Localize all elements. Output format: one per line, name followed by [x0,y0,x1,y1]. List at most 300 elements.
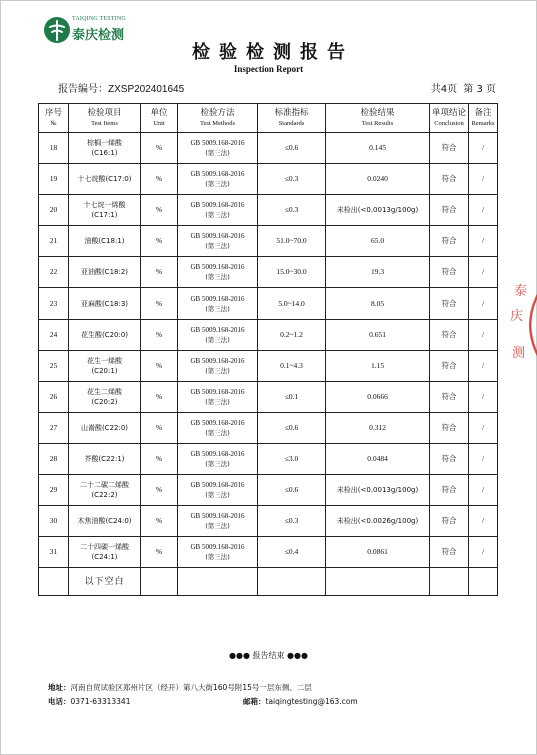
blank-cell [258,568,326,596]
cell-remark [469,506,498,537]
cell-item [69,443,141,474]
cell-conclusion [430,257,469,288]
standard-value: 51.0~70.0 [276,236,307,246]
report-number-value: ZXSP202401645 [108,84,185,95]
cell-item [69,288,141,319]
method-standard: GB 5009.168-2016 [190,139,245,148]
cell-result [326,195,430,226]
blank-cell [178,568,258,596]
column-header [430,104,469,133]
remark-value: / [481,422,485,432]
table-row [39,319,498,350]
footer-address [48,682,312,693]
method-clause: (第三法) [205,366,230,375]
conclusion-value: 符合 [441,422,457,432]
cell-method [178,133,258,164]
cell-remark [469,319,498,350]
table-header-row [39,104,498,133]
cell-method [178,506,258,537]
cell-remark [469,537,498,568]
unit-value: % [155,236,163,246]
result-value: 19.3 [370,267,385,277]
cell-unit [141,319,178,350]
row-number: 25 [49,360,58,370]
method-standard: GB 5009.168-2016 [190,201,245,210]
total-pages: 共4页 [430,84,458,95]
table-row [39,443,498,474]
row-number: 22 [49,267,58,277]
row-number: 21 [49,236,58,246]
table-row [39,133,498,164]
blank-cell [69,568,141,596]
result-value: 0.145 [369,143,386,153]
logo-chinese-name: 泰庆检测 [72,28,125,43]
blank-cell [39,568,69,596]
test-item-name: 山嵛酸(C22:0) [80,423,129,432]
result-value: 0.0666 [367,391,388,401]
cell-standard [258,226,326,257]
cell-unit [141,443,178,474]
result-value: 0.0861 [367,547,388,557]
test-item-name: (C20:2) [91,397,118,406]
cell-item [69,319,141,350]
cell-remark [469,226,498,257]
conclusion-value: 符合 [441,267,457,277]
cell-number [39,319,69,350]
unit-value: % [155,298,163,308]
column-header [326,104,430,133]
result-value: 未检出(<0.0026g/100g) [336,517,419,526]
table-row [39,164,498,195]
svg-text:庆: 庆 [510,309,524,324]
unit-value: % [155,453,163,463]
result-value: 1.15 [370,360,385,370]
conclusion-value: 符合 [441,391,457,401]
cell-standard [258,350,326,381]
cell-remark [469,381,498,412]
cell-item [69,164,141,195]
method-clause: (第三法) [205,335,230,344]
test-item-name: 二十四碳一烯酸 [80,543,129,552]
cell-result [326,443,430,474]
column-header-cn: 检验项目 [87,108,122,118]
cell-item [69,226,141,257]
cell-item [69,412,141,443]
remark-value: / [481,174,485,184]
remark-value: / [481,485,485,495]
cell-standard [258,475,326,506]
cell-standard [258,195,326,226]
method-clause: (第三法) [205,242,230,251]
column-header-en: Test Results [361,120,394,127]
cell-remark [469,164,498,195]
row-number: 30 [49,516,58,526]
cell-conclusion [430,475,469,506]
test-item-name: 油酸(C18:1) [84,237,125,246]
email-value: taiqingtesting@163.com [265,697,358,706]
column-header-en: Standards [278,120,305,127]
test-item-name: 花生酸(C20:0) [80,330,129,339]
row-number: 26 [49,391,58,401]
test-item-name: 亚油酸(C18:2) [80,268,129,277]
blank-note: 以下空白 [84,576,125,587]
standard-value: 0.2~1.2 [280,329,303,339]
cell-standard [258,288,326,319]
table-row [39,350,498,381]
cell-method [178,381,258,412]
cell-remark [469,443,498,474]
cell-method [178,195,258,226]
column-header-cn: 单项结论 [431,108,466,118]
cell-unit [141,350,178,381]
standard-value: ≤0.6 [284,143,299,153]
column-header [469,104,498,133]
column-header-cn: 单位 [150,108,168,118]
blank-cell [141,568,178,596]
report-subtitle: Inspection Report [233,64,304,74]
cell-standard [258,506,326,537]
cell-method [178,164,258,195]
footer-email [243,696,358,707]
cell-method [178,350,258,381]
cell-number [39,226,69,257]
cell-number [39,412,69,443]
row-number: 18 [49,143,58,153]
cell-unit [141,257,178,288]
column-header-cn: 检验结果 [360,108,395,118]
method-standard: GB 5009.168-2016 [190,387,245,396]
column-header-cn: 检验方法 [200,108,235,118]
table-body [39,133,498,596]
report-end-mark: ●●● 报告结束 ●●● [229,651,308,660]
cell-method [178,537,258,568]
cell-unit [141,412,178,443]
row-number: 20 [49,205,58,215]
blank-cell [326,568,430,596]
test-item-name: 木焦油酸(C24:0) [77,517,132,526]
standard-value: ≤0.3 [284,174,299,184]
remark-value: / [481,298,485,308]
cell-conclusion [430,412,469,443]
conclusion-value: 符合 [441,329,457,339]
cell-result [326,506,430,537]
column-header-en: Test Methods [199,120,236,127]
method-clause: (第三法) [205,211,230,220]
test-item-name: 花生二烯酸 [87,387,122,396]
cell-unit [141,195,178,226]
cell-result [326,381,430,412]
cell-standard [258,257,326,288]
row-number: 28 [49,453,58,463]
table-row [39,412,498,443]
column-header [258,104,326,133]
conclusion-value: 符合 [441,485,457,495]
cell-unit [141,133,178,164]
method-standard: GB 5009.168-2016 [190,543,245,552]
table-row [39,257,498,288]
report-number [58,80,184,95]
cell-remark [469,195,498,226]
cell-result [326,412,430,443]
test-item-name: 花生一烯酸 [87,356,122,365]
svg-text:测: 测 [512,346,526,361]
report-number-label: 报告编号： [58,84,108,95]
conclusion-value: 符合 [441,516,457,526]
conclusion-value: 符合 [441,298,457,308]
unit-value: % [155,329,163,339]
column-header [178,104,258,133]
table-row [39,288,498,319]
cell-unit [141,506,178,537]
address-label: 地址： [48,683,71,692]
test-item-name: (C17:1) [91,211,118,220]
cell-remark [469,133,498,164]
email-label: 邮箱： [243,697,266,706]
address-value: 河南自贸试验区郑州片区（经开）第八大街160号附15号一层东侧、二层 [70,683,312,692]
cell-item [69,475,141,506]
cell-conclusion [430,226,469,257]
cell-unit [141,537,178,568]
cell-unit [141,226,178,257]
cell-unit [141,288,178,319]
remark-value: / [481,360,485,370]
cell-item [69,133,141,164]
cell-number [39,475,69,506]
cell-unit [141,475,178,506]
footer-phone [48,696,130,707]
cell-number [39,506,69,537]
unit-value: % [155,485,163,495]
method-standard: GB 5009.168-2016 [190,325,245,334]
conclusion-value: 符合 [441,205,457,215]
method-standard: GB 5009.168-2016 [190,512,245,521]
cell-number [39,195,69,226]
cell-result [326,164,430,195]
conclusion-value: 符合 [441,174,457,184]
method-standard: GB 5009.168-2016 [190,481,245,490]
cell-conclusion [430,350,469,381]
current-page: 第 3 页 [463,84,496,95]
cell-standard [258,412,326,443]
result-value: 8.05 [370,298,385,308]
method-standard: GB 5009.168-2016 [190,356,245,365]
cell-standard [258,537,326,568]
remark-value: / [481,267,485,277]
column-header-en: Unit [153,120,165,127]
method-standard: GB 5009.168-2016 [190,263,245,272]
result-value: 0.0484 [367,453,388,463]
cell-method [178,257,258,288]
column-header-en: № [50,120,57,127]
cell-conclusion [430,133,469,164]
cell-conclusion [430,443,469,474]
cell-conclusion [430,537,469,568]
cell-conclusion [430,195,469,226]
standard-value: ≤0.4 [284,547,299,557]
standard-value: ≤3.0 [284,453,299,463]
cell-number [39,164,69,195]
remark-value: / [481,205,485,215]
row-number: 19 [49,174,58,184]
cell-conclusion [430,381,469,412]
column-header-cn: 序号 [44,108,62,118]
cell-result [326,537,430,568]
cell-number [39,537,69,568]
standard-value: 15.0~30.0 [276,267,307,277]
cell-result [326,475,430,506]
row-number: 23 [49,298,58,308]
unit-value: % [155,360,163,370]
row-number: 27 [49,422,58,432]
cell-method [178,226,258,257]
cell-remark [469,412,498,443]
cell-item [69,257,141,288]
unit-value: % [155,547,163,557]
result-value: 0.312 [369,422,386,432]
method-clause: (第三法) [205,273,230,282]
table-row [39,226,498,257]
conclusion-value: 符合 [441,236,457,246]
row-number: 24 [49,329,58,339]
cell-method [178,319,258,350]
unit-value: % [155,391,163,401]
cell-conclusion [430,164,469,195]
test-item-name: 芥酸(C22:1) [84,454,125,463]
test-item-name: 二十二碳二烯酸 [80,481,129,490]
cell-method [178,288,258,319]
column-header [39,104,69,133]
table-row [39,506,498,537]
standard-value: ≤0.6 [284,485,299,495]
unit-value: % [155,174,163,184]
cell-remark [469,288,498,319]
cell-item [69,506,141,537]
table-row [39,381,498,412]
conclusion-value: 符合 [441,143,457,153]
cell-item [69,381,141,412]
standard-value: ≤0.1 [284,391,299,401]
logo-english-name: TAIQING TESTING [72,16,126,22]
cell-unit [141,164,178,195]
phone-value: 0371-63313341 [70,697,131,706]
method-clause: (第三法) [205,180,230,189]
method-standard: GB 5009.168-2016 [190,418,245,427]
method-clause: (第三法) [205,522,230,531]
method-clause: (第三法) [205,491,230,500]
test-item-name: (C22:2) [91,491,118,500]
method-standard: GB 5009.168-2016 [190,232,245,241]
report-title: 检验检测报告 [192,42,354,63]
method-clause: (第三法) [205,397,230,406]
cell-item [69,537,141,568]
standard-value: 5.0~14.0 [278,298,305,308]
svg-text:泰: 泰 [514,284,528,299]
method-clause: (第三法) [205,428,230,437]
test-item-name: (C16:1) [91,149,118,158]
cell-standard [258,443,326,474]
conclusion-value: 符合 [441,547,457,557]
cell-standard [258,319,326,350]
cell-method [178,443,258,474]
column-header-cn: 备注 [474,108,492,118]
method-standard: GB 5009.168-2016 [190,294,245,303]
result-value: 65.0 [370,236,385,246]
cell-number [39,133,69,164]
cell-number [39,443,69,474]
blank-cell [430,568,469,596]
cell-conclusion [430,288,469,319]
cell-number [39,350,69,381]
cell-remark [469,475,498,506]
test-item-name: 十七烷酸(C17:0) [77,175,132,184]
method-standard: GB 5009.168-2016 [190,170,245,179]
results-table [38,103,498,596]
column-header-cn: 标准指标 [274,108,309,118]
remark-value: / [481,143,485,153]
row-number: 31 [49,547,58,557]
test-item-name: (C24:1) [91,553,118,562]
remark-value: / [481,329,485,339]
cell-method [178,475,258,506]
cell-remark [469,257,498,288]
result-value: 0.651 [369,329,386,339]
cell-number [39,257,69,288]
cell-result [326,319,430,350]
method-clause: (第三法) [205,459,230,468]
method-clause: (第三法) [205,149,230,158]
remark-value: / [481,236,485,246]
cell-number [39,288,69,319]
cell-result [326,133,430,164]
cell-method [178,412,258,443]
result-value: 未检出(<0.0013g/100g) [336,206,419,215]
cell-item [69,195,141,226]
method-clause: (第三法) [205,304,230,313]
standard-value: 0.1~4.3 [280,360,303,370]
cell-conclusion [430,319,469,350]
table-row [39,475,498,506]
cell-number [39,381,69,412]
column-header-en: Remarks [471,120,495,127]
cell-item [69,350,141,381]
blank-cell [469,568,498,596]
cell-result [326,257,430,288]
column-header-en: Conclusion [434,120,464,127]
cell-standard [258,164,326,195]
cell-standard [258,133,326,164]
result-value: 0.0240 [367,174,388,184]
unit-value: % [155,422,163,432]
method-standard: GB 5009.168-2016 [190,449,245,458]
remark-value: / [481,453,485,463]
column-header-en: Test Items [91,120,118,127]
cell-conclusion [430,506,469,537]
page-info [428,80,496,95]
remark-value: / [481,547,485,557]
table-row [39,537,498,568]
company-seal [500,265,537,385]
column-header [69,104,141,133]
cell-result [326,350,430,381]
method-clause: (第三法) [205,553,230,562]
cell-remark [469,350,498,381]
cell-result [326,226,430,257]
cell-result [326,288,430,319]
phone-label: 电话： [48,697,71,706]
table-row [39,195,498,226]
standard-value: ≤0.6 [284,422,299,432]
standard-value: ≤0.3 [284,516,299,526]
